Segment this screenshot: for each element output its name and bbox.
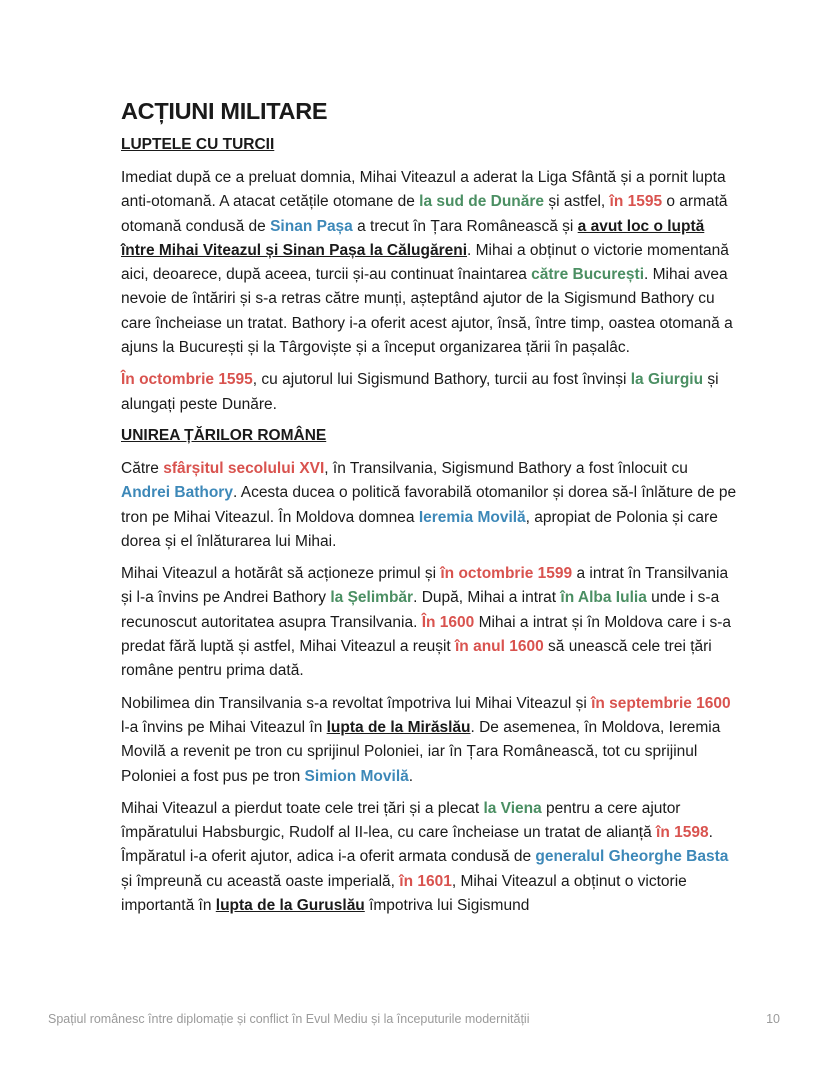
text-run: Mihai Viteazul a hotărât să acționeze primul și <box>121 565 441 583</box>
paragraph <box>121 797 739 918</box>
battle-highlight: a avut loc o luptă între Mihai Viteazul și Sinan Pașa la Călugăreni <box>121 217 705 259</box>
sections <box>121 134 739 918</box>
text-run: unde i s-a recunoscut autoritatea asupra Transilvania. <box>121 589 720 631</box>
person-highlight: Simion Movilă <box>304 767 409 785</box>
text-run: . După, Mihai a intrat <box>413 589 561 607</box>
text-run: să unească cele trei țări române pentru prima dată. <box>121 638 712 680</box>
text-run: Mihai Viteazul a pierdut toate cele trei țări și a plecat <box>121 799 484 817</box>
text-run: . Mihai avea nevoie de întăriri și s-a retras către munți, așteptând ajutor de la Sigismund Bathory cu care încheiase un tratat. Bathory i-a oferit acest ajutor, însă, între timp, oastea otomană a ajuns la București și la Târgoviște și a început organizarea țării în pașalâc. <box>121 266 733 357</box>
section-heading: UNIREA ȚĂRILOR ROMÂNE <box>121 426 327 444</box>
date-highlight: în octombrie 1599 <box>440 565 573 583</box>
date-highlight: în 1595 <box>609 193 663 211</box>
person-highlight: Andrei Bathory <box>121 484 233 502</box>
text-run: și împreună cu această oaste imperială, <box>121 872 400 890</box>
place-highlight: la Giurgiu <box>630 371 704 389</box>
person-highlight: generalul Gheorghe Basta <box>535 848 729 866</box>
page-footer <box>48 1012 780 1026</box>
text-run: . Împăratul i-a oferit ajutor, adica i-a oferit armata condusă de <box>121 824 713 866</box>
date-highlight: În octombrie 1595 <box>121 371 253 389</box>
text-run: . Mihai a obținut o victorie momentană aici, deoarece, după aceea, turcii și-au continuat înaintarea <box>121 241 729 284</box>
text-run: . De asemenea, în Moldova, Ieremia Movilă a revenit pe tron cu sprijinul Poloniei, iar în Țara Românească, tot cu sprijinul Poloniei a fost pus pe tron <box>121 718 721 785</box>
section-heading: LUPTELE CU TURCII <box>121 136 275 153</box>
text-run: , în Transilvania, Sigismund Bathory a fost înlocuit cu <box>324 459 688 477</box>
person-highlight: Sinan Pașa <box>270 217 353 235</box>
text-run: a trecut în Țara Românească și <box>352 217 578 235</box>
text-run: , cu ajutorul lui Sigismund Bathory, turcii au fost învinși <box>252 371 631 389</box>
text-run: Mihai a intrat și în Moldova care i s-a predat fără luptă și astfel, Mihai Viteazul a reușit <box>121 613 731 656</box>
text-run: a intrat în Transilvania și l-a învins pe Andrei Bathory <box>121 565 729 607</box>
place-highlight: la sud de Dunăre <box>419 193 545 211</box>
page-number: 10 <box>766 1012 780 1026</box>
document-body <box>121 96 739 926</box>
text-run: . Acesta ducea o politică favorabilă otomanilor și dorea să-l înlăture de pe tron pe Mihai Viteazul. În Moldova domnea <box>121 484 737 526</box>
battle-highlight: lupta de la Guruslău <box>215 897 365 915</box>
text-run: pentru a cere ajutor împăratului Habsburgic, Rudolf al II-lea, cu care încheiase un tratat de alianță <box>121 799 681 842</box>
text-run: , Mihai Viteazul a obținut o victorie importantă în <box>121 872 687 915</box>
text-run: și astfel, <box>544 193 610 211</box>
date-highlight: În 1600 <box>421 613 475 631</box>
text-run: . <box>408 767 414 785</box>
text-run: Nobilimea din Transilvania s-a revoltat împotriva lui Mihai Viteazul și <box>121 694 592 712</box>
text-run: , apropiat de Polonia și care dorea și el înlăturarea lui Mihai. <box>121 508 718 550</box>
page-title: ACȚIUNI MILITARE <box>121 98 328 124</box>
text-run: Imediat după ce a preluat domnia, Mihai Viteazul a aderat la Liga Sfântă și a pornit lupta anti-otomană. A atacat cetățile otomane de <box>121 169 726 211</box>
text-run: împotriva lui Sigismund <box>364 897 530 915</box>
date-highlight: sfârșitul secolului XVI <box>163 459 325 477</box>
paragraph <box>121 562 739 683</box>
text-run: l-a învins pe Mihai Viteazul în <box>121 718 327 736</box>
place-highlight: la Șelimbăr <box>330 589 414 607</box>
text-run: o armată otomană condusă de <box>121 193 728 235</box>
text-run: Către <box>121 459 164 477</box>
date-highlight: în 1598 <box>656 824 709 842</box>
date-highlight: în anul 1600 <box>455 638 544 656</box>
date-highlight: în 1601 <box>399 872 452 890</box>
date-highlight: în septembrie 1600 <box>591 694 731 712</box>
paragraph <box>121 166 739 360</box>
place-highlight: către București <box>531 266 645 284</box>
paragraph <box>121 692 739 789</box>
person-highlight: Ieremia Movilă <box>418 508 526 526</box>
battle-highlight: lupta de la Mirăslău <box>326 718 471 736</box>
paragraph <box>121 457 739 554</box>
paragraph <box>121 368 739 417</box>
place-highlight: în Alba Iulia <box>560 589 647 607</box>
text-run: și alungați peste Dunăre. <box>121 371 719 413</box>
footer-text: Spațiul românesc între diplomație și conflict în Evul Mediu și la începuturile modernității <box>48 1012 530 1026</box>
place-highlight: la Viena <box>483 799 542 817</box>
